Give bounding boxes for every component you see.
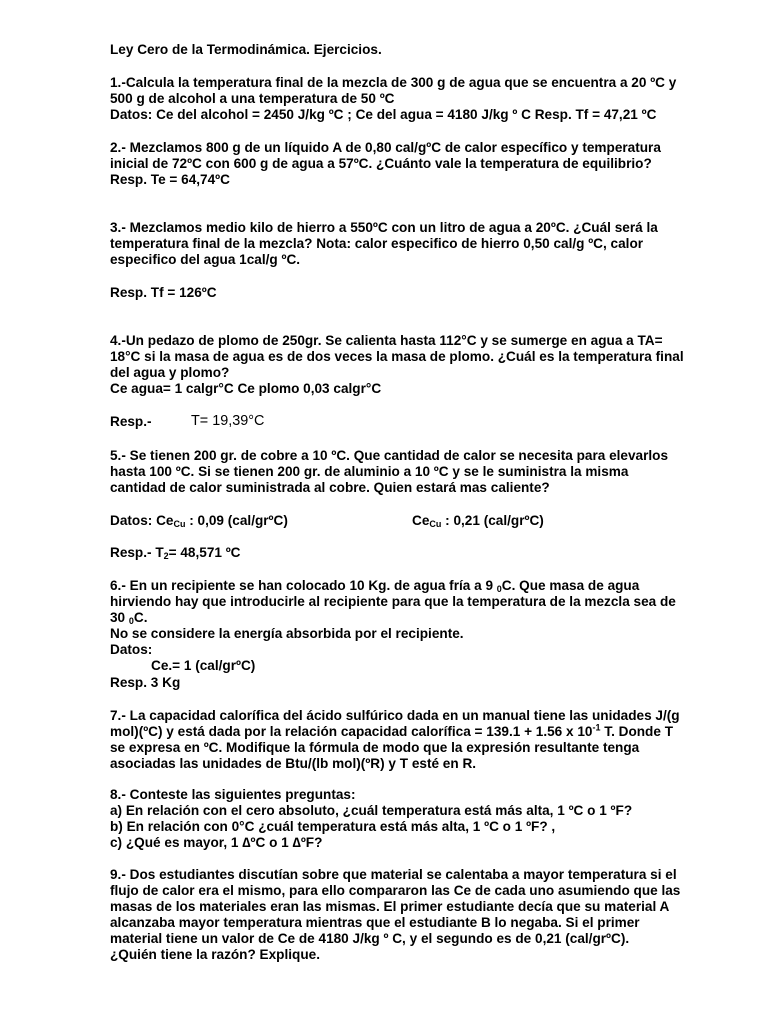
- ex4-line-2: 18°C si la masa de agua es de dos veces la masa de plomo. ¿Cuál es la temperatura final: [110, 349, 684, 364]
- ex6-line-4: No se considere la energía absorbida por el recipiente.: [110, 626, 464, 641]
- ex1-data: Datos: Ce del alcohol = 2450 J/kg ºC ; Ce del agua = 4180 J/kg º C Resp. Tf = 47,21 ºC: [110, 107, 657, 122]
- ex8-question-b: b) En relación con 0°C ¿cuál temperatura está más alta, 1 ºC o 1 ºF? ,: [110, 819, 556, 834]
- ex5-data-copper: Datos: CeCu : 0,09 (cal/grºC): [110, 513, 288, 529]
- ex5-answer: Resp.- T2= 48,571 ºC: [110, 545, 241, 561]
- ex4-line-3: del agua y plomo?: [110, 365, 230, 380]
- ex9-line-5: material tiene un valor de Ce de 4180 J/kg º C, y el segundo es de 0,21 (cal/grºC).: [110, 931, 630, 946]
- ex4-answer-value: T= 19,39°C: [191, 413, 265, 429]
- ex3-line-1: 3.- Mezclamos medio kilo de hierro a 550ºC con un litro de agua a 20ºC. ¿Cuál será la: [110, 220, 658, 235]
- ex2-line-2: inicial de 72ºC con 600 g de agua a 57ºC. ¿Cuánto vale la temperatura de equilibrio?: [110, 156, 652, 171]
- ex9-line-4: alcanzaba mayor temperatura mientras que el estudiante B lo negaba. Si el primer: [110, 915, 640, 930]
- ex5-line-3: cantidad de calor suministrada al cobre. Quien estará mas caliente?: [110, 480, 550, 495]
- ex7-line-4: asociadas las unidades de Btu/(lb mol)(ºR) y T esté en R.: [110, 756, 477, 771]
- ex5-data-aluminium: CeCu : 0,21 (cal/grºC): [412, 513, 544, 529]
- ex4-answer-label: Resp.-: [110, 414, 152, 429]
- ex7-line-2: mol)(ºC) y está dada por la relación capacidad calorífica = 139.1 + 1.56 x $10^{-1}$ T. Donde T: [110, 722, 673, 739]
- ex4-line-1: 4.-Un pedazo de plomo de 250gr. Se calienta hasta 112°C y se sumerge en agua a TA=: [110, 333, 663, 348]
- ex6-answer: Resp. 3 Kg: [110, 675, 181, 690]
- ex6-data-label: Datos:: [110, 642, 153, 657]
- ex5-line-2: hasta 100 ºC. Si se tienen 200 gr. de aluminio a 10 ºC y se le suministra la misma: [110, 464, 629, 479]
- ex8-line-1: 8.- Conteste las siguientes preguntas:: [110, 787, 356, 802]
- ex6-data-value: Ce.= 1 (cal/grºC): [151, 658, 256, 673]
- ex5-line-1: 5.- Se tienen 200 gr. de cobre a 10 ºC. Que cantidad de calor se necesita para elevarlos: [110, 448, 669, 463]
- ex3-line-3: especifico del agua 1cal/g ºC.: [110, 252, 301, 267]
- ex6-line-1: 6.- En un recipiente se han colocado 10 Kg. de agua fría a 9 0C. Que masa de agua: [110, 578, 640, 594]
- ex9-line-3: masas de los materiales eran las mismas. El primer estudiante decía que su material A: [110, 899, 670, 914]
- ex1-line-1: 1.-Calcula la temperatura final de la mezcla de 300 g de agua que se encuentra a 20 ºC y: [110, 75, 677, 90]
- ex6-line-2: hirviendo hay que introducirle al recipiente para que la temperatura de la mezcla sea de: [110, 594, 676, 609]
- ex9-line-2: flujo de calor era el mismo, para ello compararon las Ce de cada uno asumiendo que las: [110, 883, 681, 898]
- ex2-answer: Resp. Te = 64,74ºC: [110, 172, 230, 187]
- ex8-question-a: a) En relación con el cero absoluto, ¿cuál temperatura está más alta, 1 ºC o 1 ºF?: [110, 803, 633, 818]
- ex3-line-2: temperatura final de la mezcla? Nota: calor especifico de hierro 0,50 cal/g ºC, calor: [110, 236, 644, 251]
- ex4-data: Ce agua= 1 calgr°C Ce plomo 0,03 calgr°C: [110, 381, 382, 396]
- ex9-line-1: 9.- Dos estudiantes discutían sobre que material se calentaba a mayor temperatura si el: [110, 867, 677, 882]
- ex8-question-c: c) ¿Qué es mayor, 1 ∆ºC o 1 ∆ºF?: [110, 835, 323, 850]
- ex3-answer: Resp. Tf = 126ºC: [110, 285, 217, 300]
- ex9-line-6: ¿Quién tiene la razón? Explique.: [110, 947, 320, 962]
- ex2-line-1: 2.- Mezclamos 800 g de un líquido A de 0,80 cal/gºC de calor específico y temperatura: [110, 140, 661, 155]
- ex7-line-1: 7.- La capacidad calorífica del ácido sulfúrico dada en un manual tiene las unidades J/(g: [110, 708, 680, 723]
- ex7-line-3: se expresa en ºC. Modifique la fórmula de modo que la expresión resultante tenga: [110, 740, 640, 755]
- document-title: Ley Cero de la Termodinámica. Ejercicios.: [110, 42, 382, 57]
- ex6-line-3: 30 0C.: [110, 610, 148, 626]
- ex1-line-2: 500 g de alcohol a una temperatura de 50 ºC: [110, 91, 395, 106]
